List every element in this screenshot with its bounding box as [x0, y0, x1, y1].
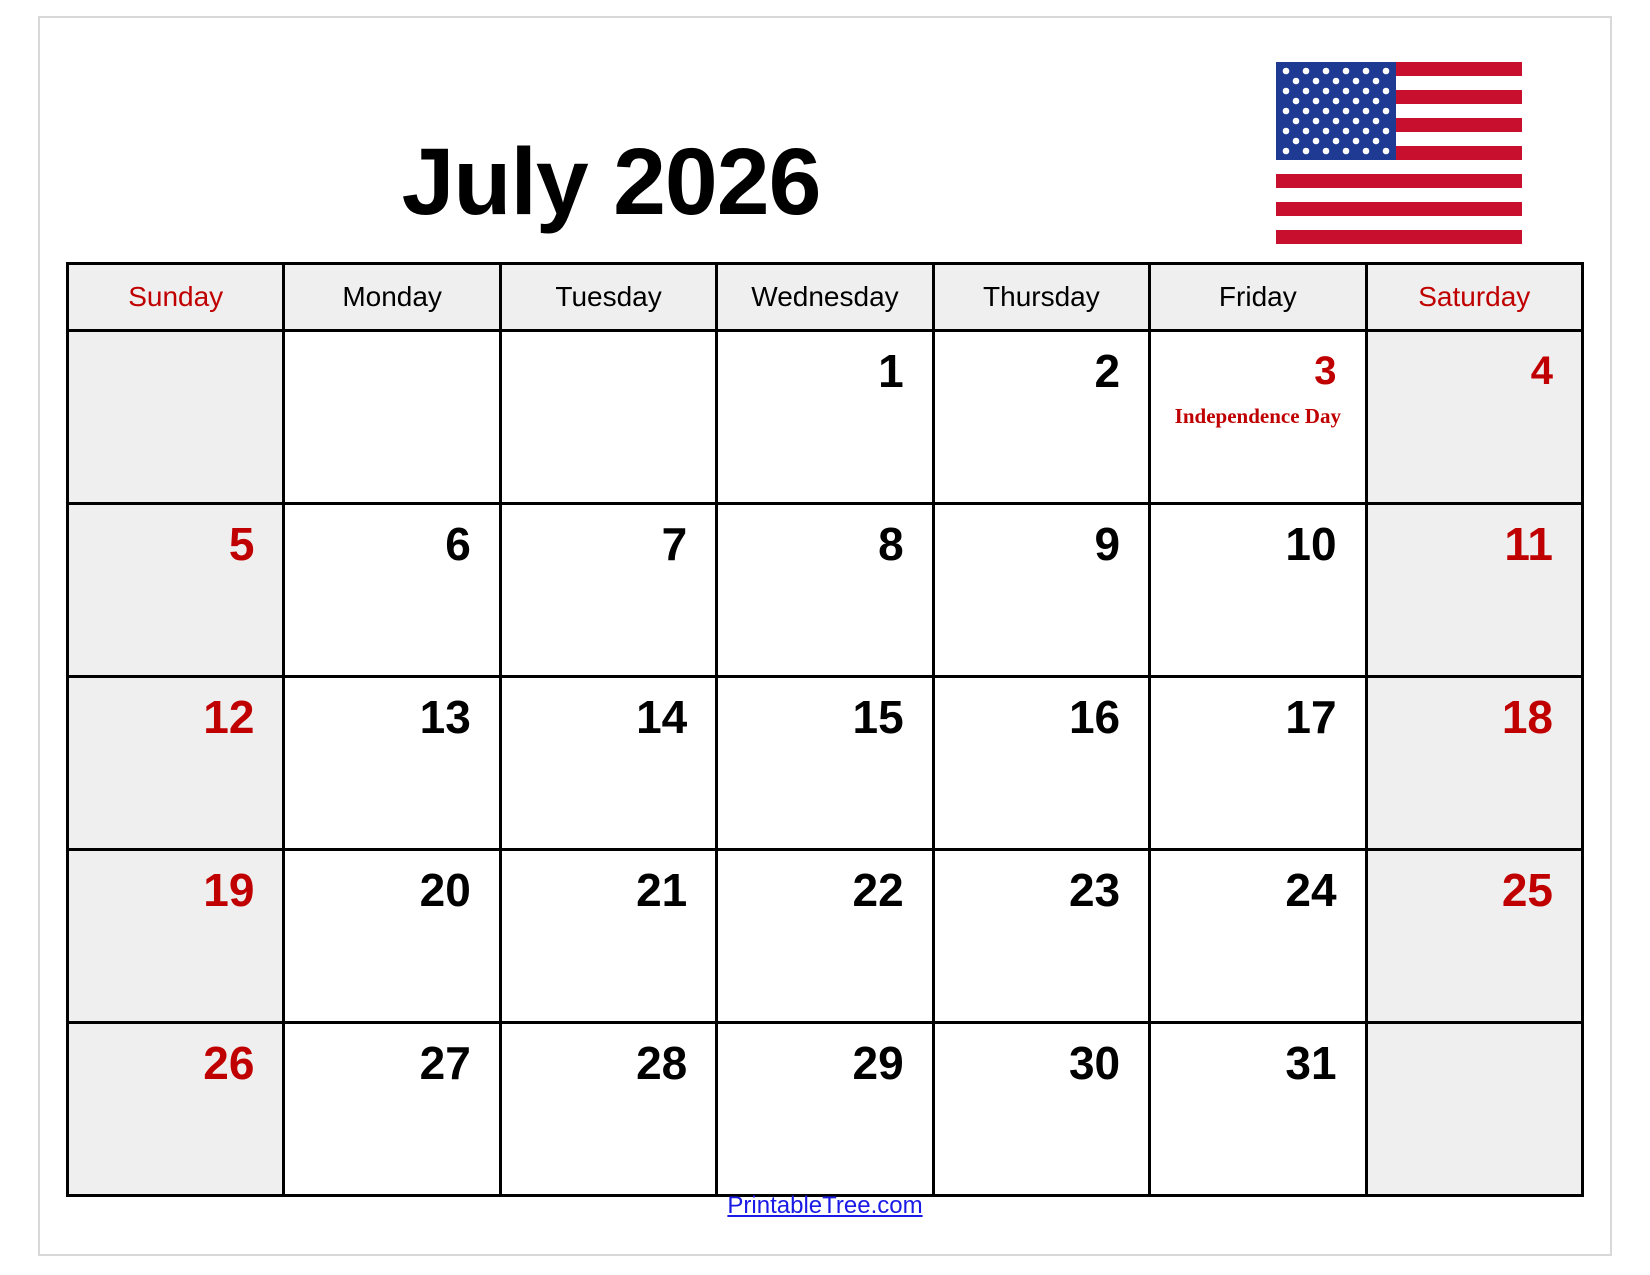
calendar-week-row	[68, 677, 1583, 850]
day-event	[935, 396, 1148, 404]
weekday-header-friday: Friday	[1150, 264, 1366, 331]
day-event	[1368, 1038, 1581, 1046]
calendar-day-cell[interactable]	[1150, 850, 1366, 1023]
day-number	[502, 332, 715, 346]
calendar-day-cell[interactable]	[500, 677, 716, 850]
day-number	[1368, 1024, 1581, 1038]
day-event	[718, 742, 931, 750]
day-number: 26	[203, 1037, 255, 1089]
calendar-day-cell[interactable]	[500, 331, 716, 504]
calendar-day-cell[interactable]	[933, 850, 1149, 1023]
calendar-day-cell[interactable]	[284, 677, 500, 850]
calendar-grid	[66, 262, 1584, 1197]
day-event	[1368, 569, 1581, 577]
day-number: 13	[419, 691, 471, 743]
calendar-day-cell[interactable]	[68, 504, 284, 677]
day-event	[69, 1088, 282, 1096]
weekday-header-wednesday: Wednesday	[717, 264, 933, 331]
calendar-week-row	[68, 504, 1583, 677]
weekday-header-thursday: Thursday	[933, 264, 1149, 331]
day-event	[69, 915, 282, 923]
calendar-day-cell[interactable]	[1366, 1023, 1582, 1196]
calendar-day-cell[interactable]	[68, 677, 284, 850]
calendar-day-cell[interactable]	[500, 1023, 716, 1196]
calendar-week-row	[68, 850, 1583, 1023]
calendar-day-cell[interactable]	[717, 677, 933, 850]
day-number: 21	[636, 864, 688, 916]
day-number: 9	[1094, 518, 1121, 570]
day-number: 1	[878, 345, 904, 397]
day-number: 8	[878, 518, 904, 570]
day-event	[502, 346, 715, 354]
day-event	[285, 1088, 498, 1096]
weekday-header-sunday: Sunday	[68, 264, 284, 331]
calendar-week-row	[68, 331, 1583, 504]
day-number: 17	[1285, 691, 1337, 743]
day-number: 6	[445, 518, 471, 570]
calendar-header	[66, 40, 1584, 245]
weekday-header-tuesday: Tuesday	[500, 264, 716, 331]
day-event	[935, 569, 1148, 577]
calendar-header-row	[68, 264, 1583, 331]
day-number: 12	[203, 691, 255, 743]
calendar-day-cell[interactable]	[717, 331, 933, 504]
calendar-day-cell[interactable]	[1150, 504, 1366, 677]
day-event	[718, 569, 931, 577]
calendar-day-cell[interactable]	[68, 1023, 284, 1196]
day-number: 11	[1504, 518, 1553, 570]
calendar-day-cell[interactable]	[1150, 677, 1366, 850]
day-number: 18	[1501, 691, 1553, 743]
day-number: 30	[1068, 1037, 1121, 1089]
day-number: 19	[203, 864, 255, 916]
day-event	[1151, 742, 1364, 750]
day-number: 16	[1068, 691, 1121, 743]
calendar-day-cell[interactable]	[933, 677, 1149, 850]
day-event	[1151, 569, 1364, 577]
day-event	[69, 569, 282, 577]
calendar-day-cell[interactable]	[500, 504, 716, 677]
day-number: 5	[228, 518, 255, 570]
day-number: 25	[1501, 864, 1553, 916]
day-number: 29	[852, 1037, 904, 1089]
day-number: 3	[1314, 349, 1337, 393]
day-event	[718, 1088, 931, 1096]
day-event	[285, 915, 498, 923]
day-number: 22	[852, 864, 904, 916]
calendar-day-cell[interactable]	[1366, 504, 1582, 677]
page-title: July 2026	[401, 129, 821, 235]
calendar-day-cell[interactable]	[1366, 331, 1582, 504]
day-number: 15	[852, 691, 904, 743]
day-event	[502, 915, 715, 923]
calendar-day-cell[interactable]	[933, 504, 1149, 677]
day-event	[285, 569, 498, 577]
day-event	[718, 915, 931, 923]
calendar-day-cell[interactable]	[1150, 1023, 1366, 1196]
calendar-day-cell[interactable]	[717, 1023, 933, 1196]
day-event	[502, 1088, 715, 1096]
calendar-day-cell[interactable]	[284, 331, 500, 504]
day-number: 4	[1530, 349, 1553, 393]
day-event	[935, 1088, 1148, 1096]
day-number: 7	[661, 518, 688, 570]
calendar-day-cell[interactable]	[68, 331, 284, 504]
day-event	[1368, 396, 1581, 404]
calendar-week-row	[68, 1023, 1583, 1196]
weekday-header-monday: Monday	[284, 264, 500, 331]
calendar-day-cell[interactable]	[1366, 677, 1582, 850]
day-event	[1368, 742, 1581, 750]
calendar-day-cell[interactable]	[1150, 331, 1366, 504]
calendar-day-cell[interactable]	[284, 850, 500, 1023]
day-number: 20	[419, 864, 471, 916]
day-event	[502, 569, 715, 577]
calendar-day-cell[interactable]	[1366, 850, 1582, 1023]
day-event	[69, 742, 282, 750]
calendar-day-cell[interactable]	[933, 1023, 1149, 1196]
day-event	[935, 742, 1148, 750]
day-number	[285, 332, 498, 346]
day-event	[1151, 1088, 1364, 1096]
day-number: 31	[1285, 1037, 1337, 1089]
day-event	[285, 346, 498, 354]
day-number	[69, 332, 282, 346]
calendar-day-cell[interactable]	[933, 331, 1149, 504]
day-event: Independence Day	[1174, 404, 1341, 428]
day-number: 24	[1285, 864, 1337, 916]
printabletree-link[interactable]: PrintableTree.com	[727, 1192, 923, 1219]
day-event	[502, 742, 715, 750]
day-event	[718, 396, 931, 404]
day-event	[1151, 915, 1364, 923]
weekday-header-saturday: Saturday	[1366, 264, 1582, 331]
calendar-day-cell[interactable]	[500, 850, 716, 1023]
usa-flag-icon	[1276, 62, 1522, 244]
footer	[0, 1192, 1650, 1220]
day-event	[1368, 915, 1581, 923]
day-event	[69, 346, 282, 354]
day-event	[935, 915, 1148, 923]
calendar-day-cell[interactable]	[284, 1023, 500, 1196]
calendar-day-cell[interactable]	[284, 504, 500, 677]
day-number: 2	[1094, 345, 1121, 397]
calendar-day-cell[interactable]	[68, 850, 284, 1023]
day-number: 23	[1068, 864, 1121, 916]
day-event	[285, 742, 498, 750]
day-number: 27	[419, 1037, 471, 1089]
day-number: 10	[1285, 518, 1337, 570]
day-number: 14	[636, 691, 688, 743]
day-number: 28	[636, 1037, 688, 1089]
calendar-day-cell[interactable]	[717, 504, 933, 677]
calendar-day-cell[interactable]	[717, 850, 933, 1023]
